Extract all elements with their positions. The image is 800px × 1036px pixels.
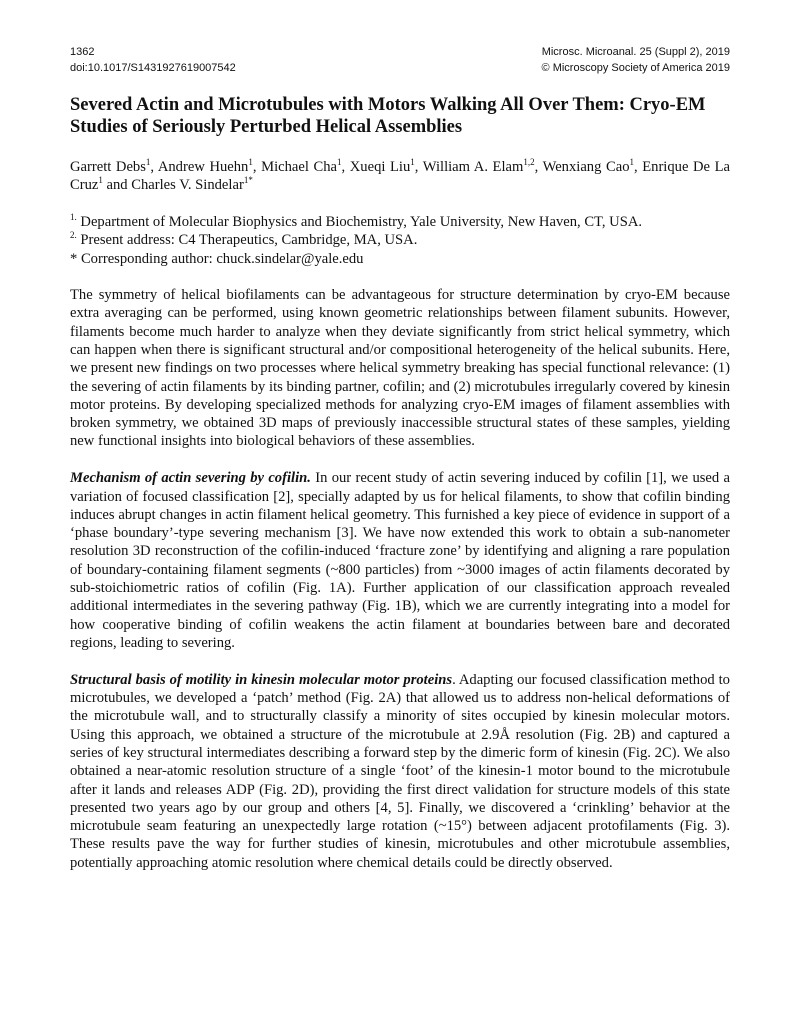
author-name: Enrique De La Cruz bbox=[70, 159, 731, 194]
author-affiliation-mark: 1 bbox=[629, 157, 634, 168]
affiliation bbox=[70, 213, 730, 232]
author-separator: , bbox=[150, 159, 158, 175]
paragraph-lead: Structural basis of motility in kinesin molecular motor proteins bbox=[70, 671, 453, 688]
author-affiliation-mark: 1 bbox=[410, 157, 415, 168]
affiliation-text: Present address: C4 Therapeutics, Cambridge, MA, USA. bbox=[76, 232, 418, 249]
paragraph bbox=[70, 286, 730, 451]
paragraph bbox=[70, 469, 730, 652]
author-affiliation-mark: 1 bbox=[145, 157, 151, 168]
affiliation-mark: 1. bbox=[70, 211, 77, 222]
header-left bbox=[70, 44, 236, 76]
author-name: Wenxiang Cao bbox=[542, 159, 630, 175]
doi[interactable]: doi:10.1017/S1431927619007542 bbox=[70, 62, 236, 74]
page-number: 1362 bbox=[70, 46, 95, 58]
author-name: Garrett Debs bbox=[70, 159, 146, 175]
paragraph-text: The symmetry of helical biofilaments can be advantageous for structure determination by cryo-EM because extra averaging can be performed, using known geometric relationships between filament subunits. However, filaments become much harder to analyze when they deviate significantly from strict helical symmetry, which can happen when there is significant structural and/or compositional heterogeneity of the helical subunits. Here, we present new findings on two processes where helical symmetry breaking has special functional relevance: (1) the severing of actin filaments by its binding partner, cofilin; and (2) microtubules irregularly covered by kinesin motor proteins. By developing specialized methods for analyzing cryo-EM images of filament assemblies with broken symmetry, we obtained 3D maps of previously inaccessible structural states of these samples, yielding new functional insights into biological behaviors of these assemblies. bbox=[70, 287, 730, 450]
author-affiliation-mark: 1 bbox=[98, 175, 103, 186]
author-name: Charles V. Sindelar bbox=[131, 177, 244, 194]
paragraph-text: In our recent study of actin severing induced by cofilin [1], we used a variation of focused classification [2], specially adapted by us for helical filaments, to show that cofilin binding induces abrupt changes in actin filament helical geometry. This furnished a key piece of evidence in support of a ‘phase boundary’-type severing mechanism [3]. We have now extended this work to obtain a sub-nanometer resolution 3D reconstruction of the cofilin-induced ‘fracture zone’ by identifying and aligning a rare population of boundary-containing filament segments (~800 particles) from ~3000 images of actin filaments decorated by sub-stoichiometric ratios of cofilin (Fig. 1A). Further application of our classification approach revealed additional intermediates in the severing pathway (Fig. 1B), which we are currently integrating into a model for how cooperative binding of cofilin weakens the actin filament at boundaries between bare and decorated regions, leading to severing. bbox=[70, 470, 730, 651]
author-separator: , bbox=[341, 159, 350, 175]
author-separator: , bbox=[414, 159, 423, 175]
affiliation-text: * Corresponding author: chuck.sindelar@yale.edu bbox=[70, 250, 364, 267]
affiliation bbox=[70, 231, 730, 250]
author-affiliation-mark: 1 bbox=[337, 157, 342, 168]
paragraph bbox=[70, 671, 730, 872]
author-name: Michael Cha bbox=[261, 159, 338, 175]
author-name: Xueqi Liu bbox=[349, 159, 411, 175]
paragraph-lead: Mechanism of actin severing by cofilin. bbox=[70, 470, 311, 487]
author-affiliation-mark: 1* bbox=[243, 175, 253, 186]
author-separator: and bbox=[102, 177, 132, 194]
paragraphs bbox=[70, 286, 730, 872]
affiliation bbox=[70, 250, 730, 269]
affiliation-text: Department of Molecular Biophysics and Biochemistry, Yale University, New Haven, CT, USA. bbox=[76, 213, 643, 230]
affiliations bbox=[70, 213, 730, 269]
journal-citation: Microsc. Microanal. 25 (Suppl 2), 2019 bbox=[541, 46, 730, 58]
article-body bbox=[70, 94, 730, 891]
copyright: © Microscopy Society of America 2019 bbox=[541, 62, 730, 74]
author-list bbox=[70, 158, 730, 195]
author-affiliation-mark: 1 bbox=[248, 157, 253, 168]
paragraph-text: . Adapting our focused classification method to microtubules, we developed a ‘patch’ method (Fig. 2A) that allowed us to address non-helical deformations of the microtubule wall, and to structurally classify a minority of sites occupied by kinesin molecular motors. Using this approach, we obtained a structure of the microtubule at 2.9Å resolution (Fig. 2B) and captured a series of key structural intermediates describing a forward step by the dimeric form of kinesin (Fig. 2C). We also obtained a near-atomic resolution structure of a single ‘foot’ of the kinesin-1 motor bound to the microtubule after it lands and releases ADP (Fig. 2D), providing the first direct validation for structure models of this state presented two years ago by our group and others [4, 5]. Finally, we discovered a ‘crinkling’ behavior at the microtubule seam featuring an unexpectedly large rotation (~15°) between adjacent protofilaments (Fig. 3). These results pave the way for further studies of kinesin, microtubules and other microtubule assemblies, potentially approaching atomic resolution where chemical details could be directly observed. bbox=[70, 671, 730, 871]
affiliation-mark: 2. bbox=[70, 230, 77, 241]
author-name: Andrew Huehn bbox=[157, 159, 249, 175]
author-separator: , bbox=[252, 159, 262, 175]
paper-title: Severed Actin and Microtubules with Motors Walking All Over Them: Cryo-EM Studies of Seriously Perturbed Helical Assemblies bbox=[70, 95, 706, 137]
author-separator: , bbox=[634, 159, 643, 175]
author-separator: , bbox=[534, 159, 543, 175]
author-name: William A. Elam bbox=[422, 159, 524, 175]
header-right bbox=[542, 44, 730, 76]
author-affiliation-mark: 1,2 bbox=[523, 157, 535, 168]
